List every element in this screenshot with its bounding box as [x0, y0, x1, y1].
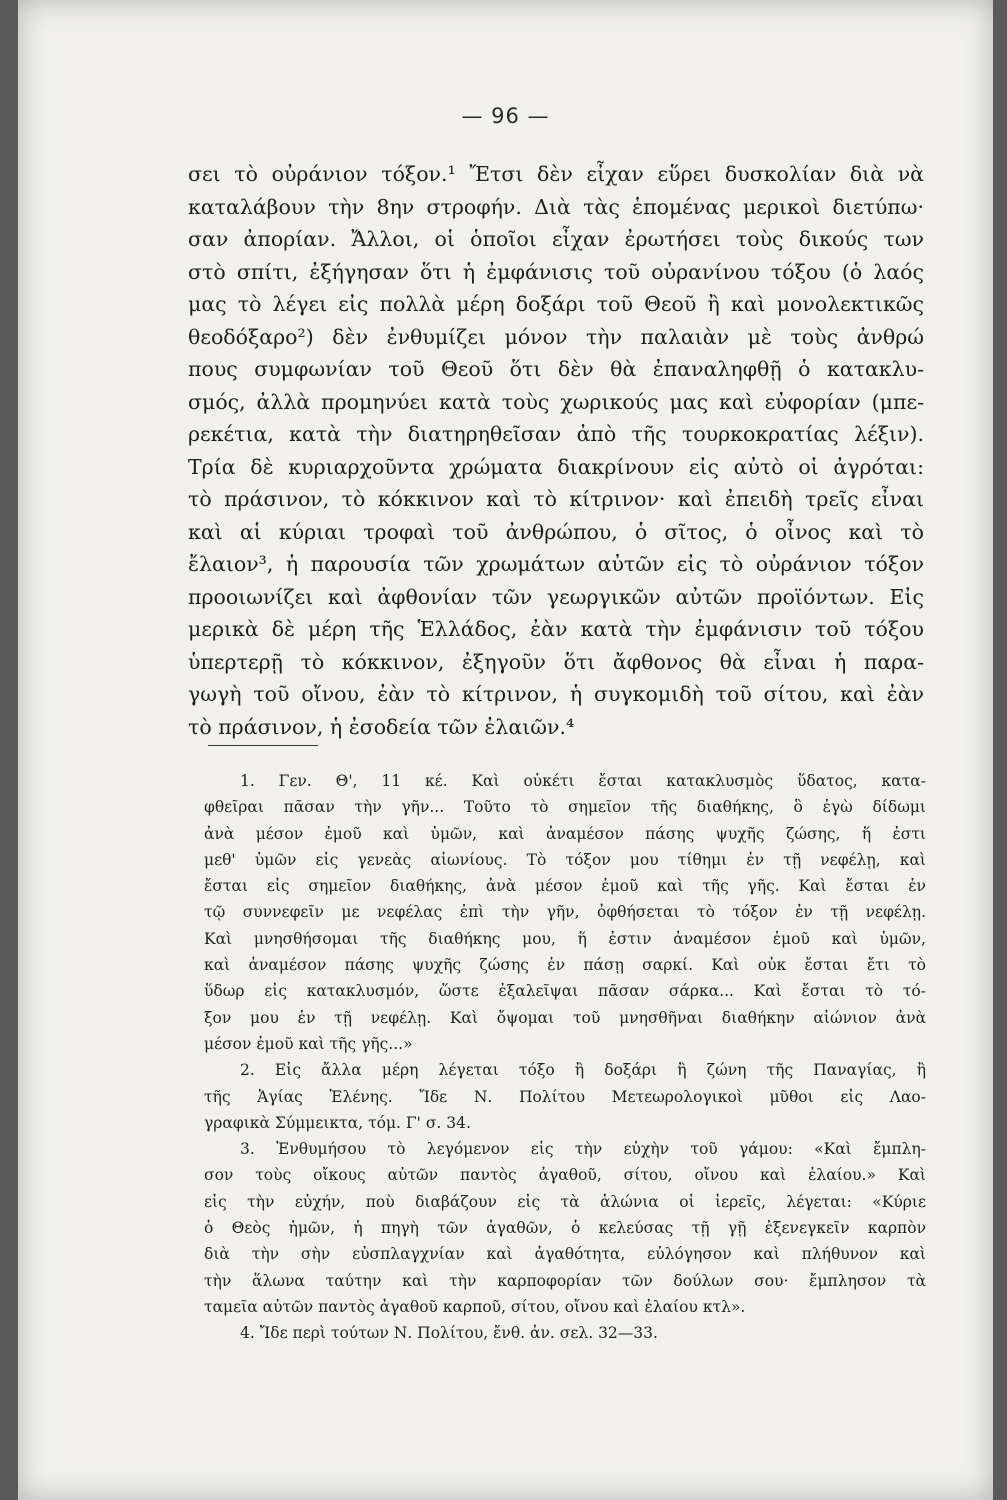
- text-line: προοιωνίζει καὶ ἀφθονίαν τῶν γεωργικῶν αὐτῶν προϊόντων. Εἰς: [188, 584, 924, 609]
- text-line: γωγὴ τοῦ οἴνου, ἐὰν τὸ κίτρινον, ἡ συγκομιδὴ τοῦ σίτου, καὶ ἐὰν: [188, 682, 924, 706]
- footnote-line: γραφικὰ Σύμμεικτα, τόμ. Γ' σ. 34.: [204, 1113, 471, 1132]
- footnote-line: τῆς Ἁγίας Ἑλένης. Ἴδε Ν. Πολίτου Μετεωρολογικοὶ μῦθοι εἰς Λαο-: [204, 1087, 926, 1106]
- footnote-line: τὴν ἅλωνα ταύτην καὶ τὴν καρποφορίαν τῶν δούλων σου· ἔμπλησον τὰ: [204, 1271, 926, 1290]
- footnote-line: μεθ' ὑμῶν εἰς γενεὰς αἰωνίους. Τὸ τόξον μου τίθημι ἐν τῇ νεφέλῃ, καὶ: [204, 850, 926, 869]
- page-number: — 96 —: [461, 104, 550, 128]
- footnote-line: μέσον ἐμοῦ καὶ τῆς γῆς...»: [204, 1034, 413, 1053]
- footnote-line: φθεῖραι πᾶσαν τὴν γῆν... Τοῦτο τὸ σημεῖον τῆς διαθήκης, ὃ ἐγὼ δίδωμι: [204, 798, 926, 817]
- text-line: ρεκέτια, κατὰ τὴν διατηρηθεῖσαν ἀπὸ τῆς τουρκοκρατίας λέξιν).: [188, 422, 924, 446]
- text-line: ἔλαιον³, ἡ παρουσία τῶν χρωμάτων αὐτῶν εἰς τὸ οὐράνιον τόξον: [188, 552, 924, 576]
- footnote-line: τῷ συννεφεῖν με νεφέλας ἐπὶ τὴν γῆν, ὀφθήσεται τὸ τόξον ἐν τῇ νεφέλῃ.: [204, 903, 926, 922]
- footnote-line: ταμεῖα αὐτῶν παντὸς ἀγαθοῦ καρποῦ, σίτου, οἴνου καὶ ἐλαίου κτλ».: [204, 1297, 746, 1316]
- book-page: [18, 0, 993, 1500]
- footnote-line: 3. Ἐνθυμήσου τὸ λεγόμενον εἰς τὴν εὐχὴν τοῦ γάμου: «Καὶ ἔμπλη-: [240, 1140, 926, 1159]
- footnote-line: Καὶ μνησθήσομαι τῆς διαθήκης μου, ἥ ἐστιν ἀναμέσον ἐμοῦ καὶ ὑμῶν,: [204, 929, 926, 948]
- text-line: τὸ πράσινον, ἡ ἐσοδεία τῶν ἐλαιῶν.⁴: [188, 714, 575, 739]
- text-line: ὑπερτερῇ τὸ κόκκινον, ἐξηγοῦν ὅτι ἄφθονος θὰ εἶναι ἡ παρα-: [188, 649, 924, 674]
- main-text: [188, 158, 924, 743]
- text-line: μας τὸ λέγει εἰς πολλὰ μέρη δοξάρι τοῦ Θεοῦ ἢ καὶ μονολεκτικῶς: [188, 292, 924, 316]
- text-line: τὸ πράσινον, τὸ κόκκινον καὶ τὸ κίτρινον· καὶ ἐπειδὴ τρεῖς εἶναι: [188, 487, 924, 511]
- footnote-line: ὁ Θεὸς ἡμῶν, ἡ πηγὴ τῶν ἀγαθῶν, ὁ κελεύσας τῇ γῇ ἐξενεγκεῖν καρπὸν: [204, 1219, 926, 1238]
- text-line: σει τὸ οὐράνιον τόξον.¹ Ἔτσι δὲν εἶχαν εὕρει δυσκολίαν διὰ νὰ: [188, 162, 924, 186]
- text-line: σμός, ἀλλὰ προμηνύει κατὰ τοὺς χωρικούς μας καὶ εὐφορίαν (μπε-: [188, 389, 924, 414]
- text-line: στὸ σπίτι, ἐξήγησαν ὅτι ἡ ἐμφάνισις τοῦ οὐρανίνου τόξου (ὁ λαός: [188, 259, 924, 284]
- text-line: καὶ αἱ κύριαι τροφαὶ τοῦ ἀνθρώπου, ὁ σῖτος, ὁ οἶνος καὶ τὸ: [188, 519, 924, 544]
- text-line: θεοδόξαρο²) δὲν ἐνθυμίζει μόνον τὴν παλαιὰν μὲ τοὺς ἀνθρώ: [188, 324, 924, 349]
- text-line: Τρία δὲ κυριαρχοῦντα χρώματα διακρίνουν εἰς αὐτὸ οἱ ἀγρόται:: [188, 454, 924, 479]
- footnote-line: εἰς τὴν εὐχήν, ποὺ διαβάζουν εἰς τὰ ἁλώνια οἱ ἱερεῖς, λέγεται: «Κύριε: [204, 1192, 926, 1211]
- text-line: σαν ἀπορίαν. Ἄλλοι, οἱ ὁποῖοι εἶχαν ἐρωτήσει τοὺς δικούς των: [188, 227, 924, 251]
- footnote-line: 4. Ἴδε περὶ τούτων Ν. Πολίτου, ἔνθ. ἀν. σελ. 32—33.: [240, 1324, 658, 1343]
- footnote-line: σον τοὺς οἴκους αὐτῶν παντὸς ἀγαθοῦ, σίτου, οἴνου καὶ ἐλαίου.» Καὶ: [204, 1166, 926, 1185]
- footnote-line: ἔσται εἰς σημεῖον διαθήκης, ἀνὰ μέσον ἐμοῦ καὶ τῆς γῆς. Καὶ ἔσται ἐν: [204, 877, 926, 896]
- footnote-line: καὶ ἀναμέσον πάσης ψυχῆς ζώσης ἐν πάσῃ σαρκί. Καὶ οὐκ ἔσται ἔτι τὸ: [204, 956, 926, 975]
- footnote-line: ξον μου ἐν τῇ νεφέλῃ. Καὶ ὄψομαι τοῦ μνησθῆναι διαθήκην αἰώνιον ἀνὰ: [204, 1008, 926, 1027]
- text-line: καταλάβουν τὴν 8ην στροφήν. Διὰ τὰς ἑπομένας μερικοὶ διετύπω·: [188, 194, 924, 219]
- text-line: μερικὰ δὲ μέρη τῆς Ἑλλάδος, ἐὰν κατὰ τὴν ἐμφάνισιν τοῦ τόξου: [188, 617, 924, 641]
- footnote-line: ἀνὰ μέσον ἐμοῦ καὶ ὑμῶν, καὶ ἀναμέσον πάσης ψυχῆς ζώσης, ἥ ἐστι: [204, 824, 926, 843]
- footnote-line: 2. Εἰς ἄλλα μέρη λέγεται τόξο ἢ δοξάρι ἢ ζώνη τῆς Παναγίας, ἢ: [240, 1061, 926, 1080]
- footnote-separator: [208, 745, 318, 746]
- footnote-line: 1. Γεν. Θ', 11 κέ. Καὶ οὐκέτι ἔσται κατακλυσμὸς ὕδατος, κατα-: [240, 772, 926, 790]
- footnote-line: ὕδωρ εἰς κατακλυσμόν, ὥστε ἐξαλεῖψαι πᾶσαν σάρκα... Καὶ ἔσται τὸ τό-: [204, 982, 926, 1001]
- footnote-line: διὰ τὴν σὴν εὐσπλαγχνίαν καὶ ἀγαθότητα, εὐλόγησον καὶ πλήθυνον καὶ: [204, 1245, 926, 1264]
- text-line: πους συμφωνίαν τοῦ Θεοῦ ὅτι δὲν θὰ ἐπαναληφθῇ ὁ κατακλυ-: [188, 357, 924, 381]
- footnotes: [204, 768, 926, 1347]
